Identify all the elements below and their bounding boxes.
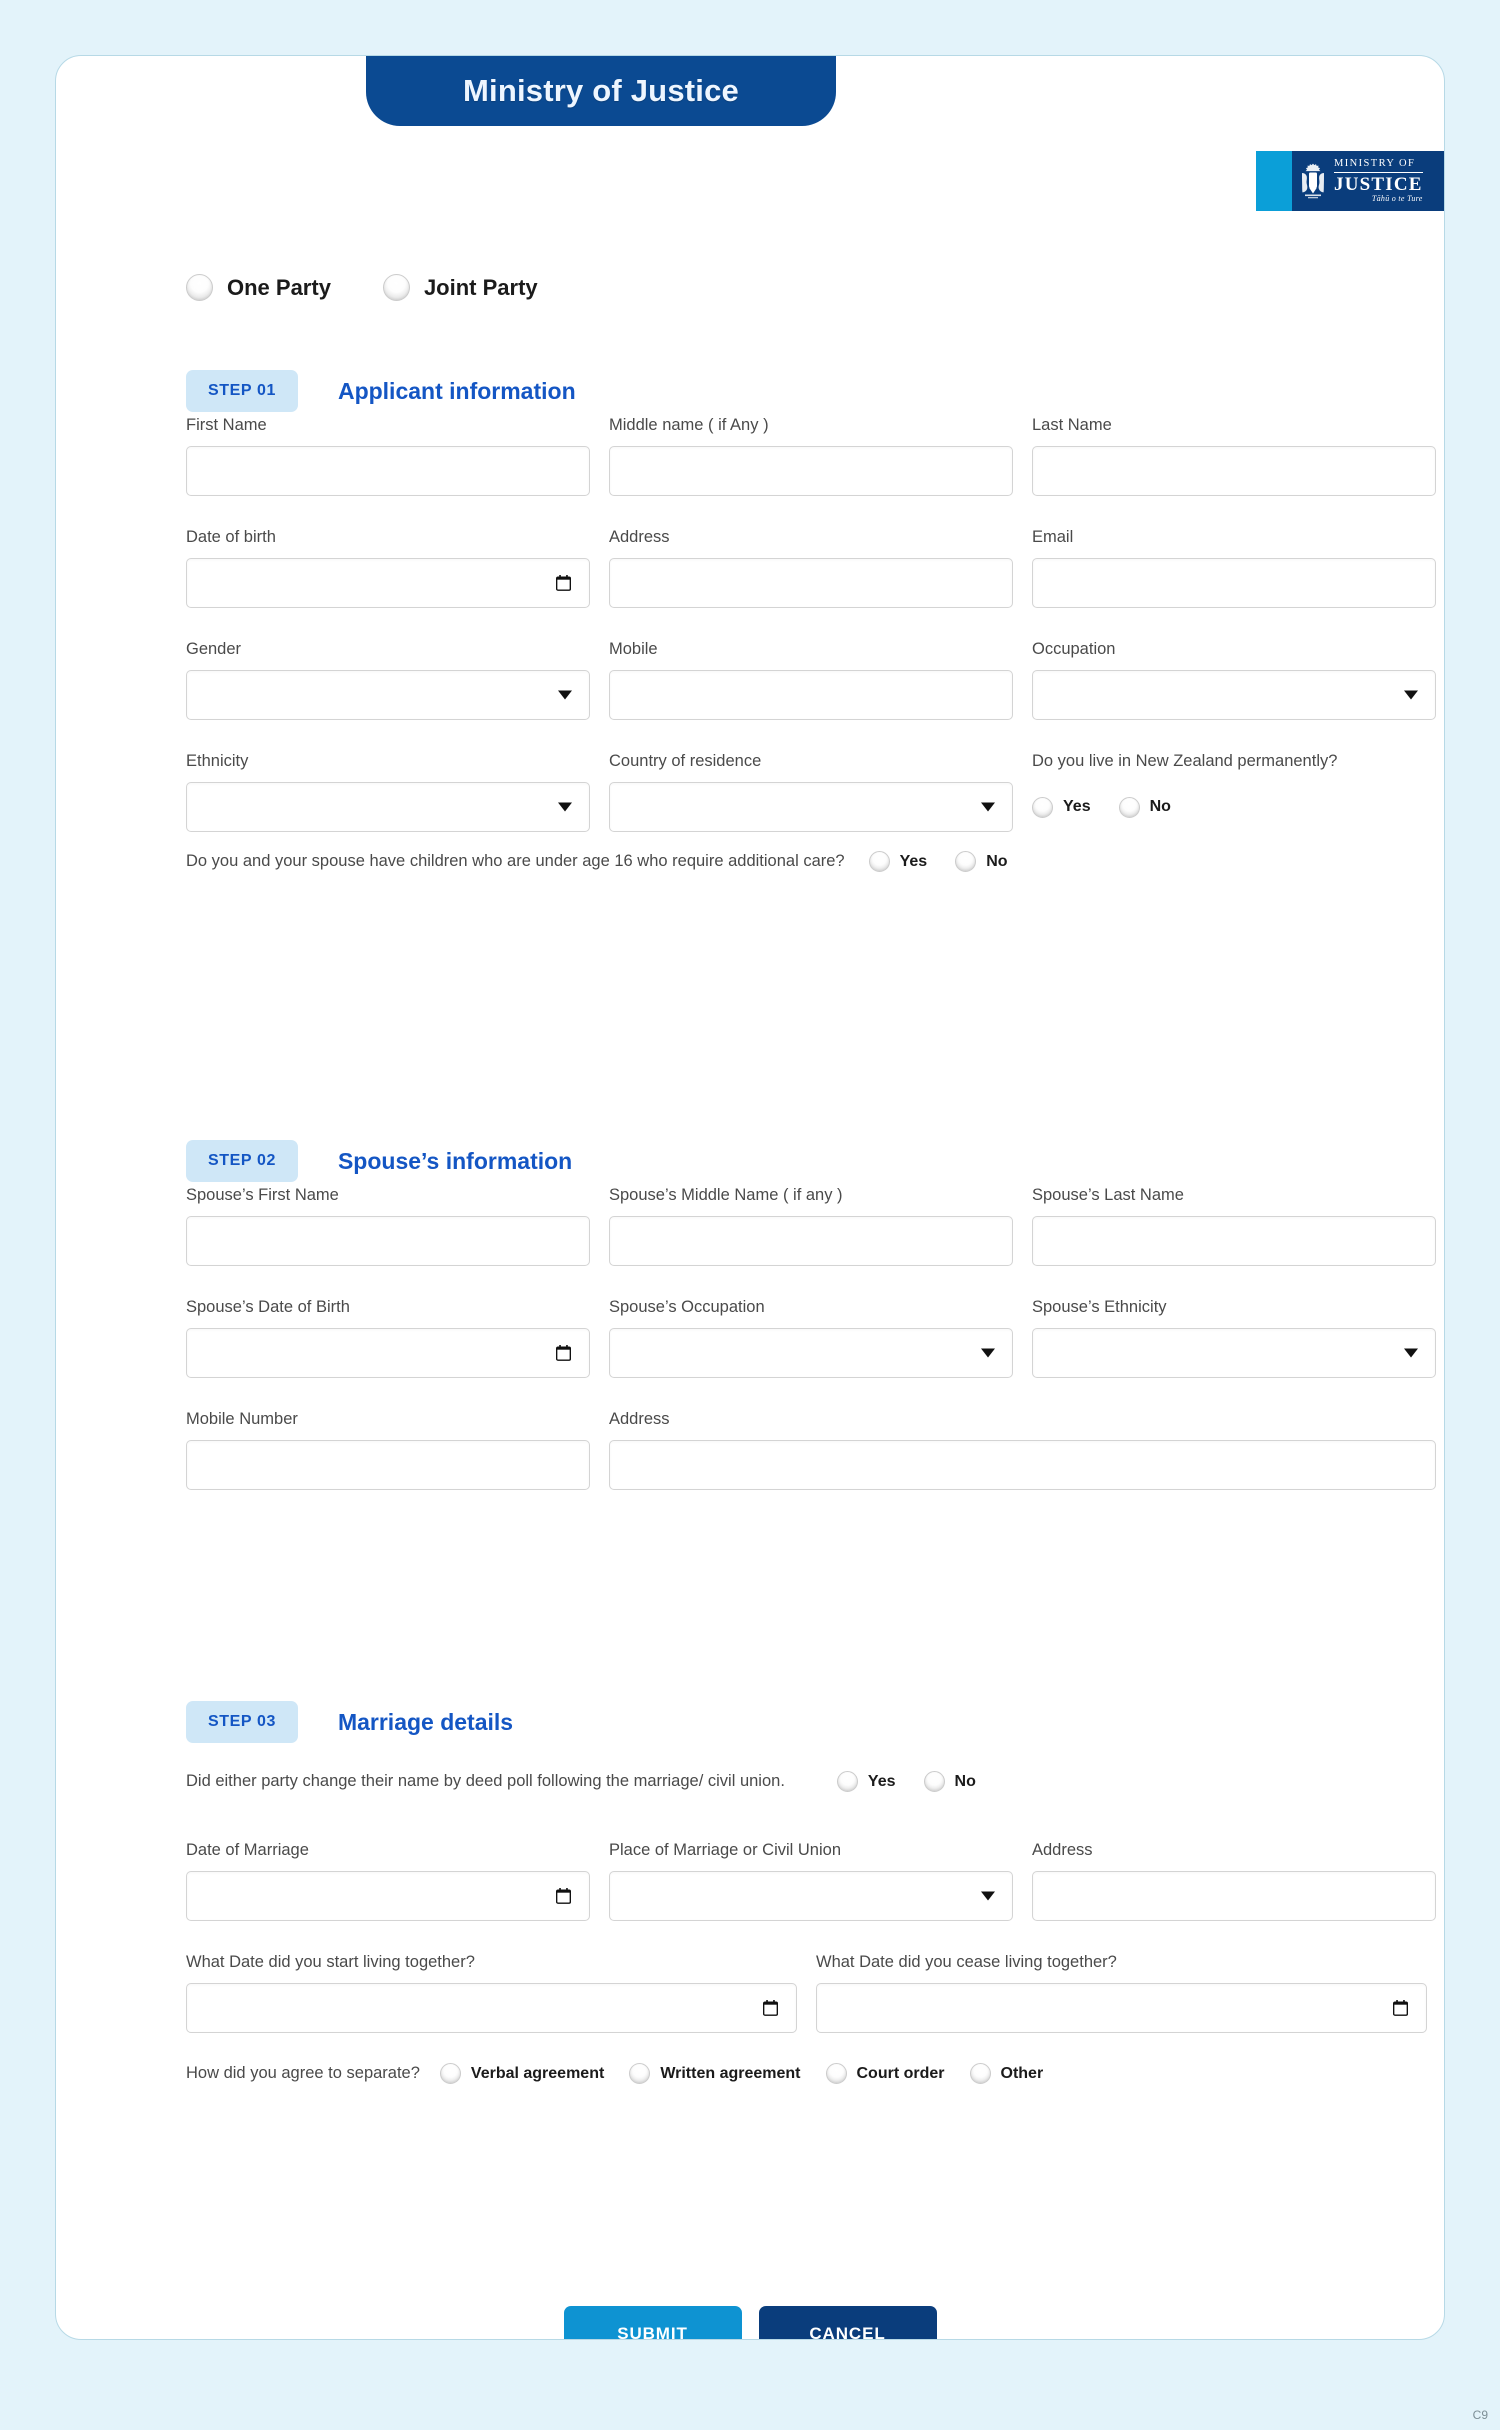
- field-date-of-birth: [186, 528, 590, 608]
- field-spouse-date-of-birth: [186, 1298, 590, 1378]
- logo-accent-strip: [1256, 151, 1292, 211]
- radio-circle-icon[interactable]: [440, 2063, 461, 2084]
- field-label: Place of Marriage or Civil Union: [609, 1841, 842, 1859]
- chevron-down-icon[interactable]: [981, 1892, 995, 1901]
- date-input[interactable]: [186, 1871, 590, 1921]
- chevron-down-icon[interactable]: [1404, 1349, 1418, 1358]
- step-03-fields: [186, 1771, 1436, 2084]
- corner-mark: C9: [1472, 2408, 1488, 2422]
- radio-circle-icon[interactable]: [826, 2063, 847, 2084]
- radio-label: Yes: [899, 852, 928, 870]
- ministry-of-justice-logo: [1256, 151, 1445, 211]
- field-label: Spouse’s First Name: [186, 1186, 339, 1204]
- field-middle-name: [609, 416, 1013, 496]
- radio-label: Verbal agreement: [470, 2064, 605, 2082]
- radio-circle-icon[interactable]: [924, 1771, 945, 1792]
- field-start-living-together: [186, 1953, 797, 2033]
- field-country-of-residence: [609, 752, 1013, 832]
- radio-live-nz-no[interactable]: [1119, 797, 1171, 818]
- form-card: [55, 55, 1445, 2340]
- field-label: Spouse’s Date of Birth: [186, 1298, 350, 1316]
- field-label: Gender: [186, 640, 242, 658]
- logo-line-ministry: MINISTRY OF: [1334, 159, 1423, 173]
- radio-live-nz-yes[interactable]: [1032, 797, 1091, 818]
- field-label: Occupation: [1032, 640, 1116, 658]
- radio-label: Court order: [856, 2064, 945, 2082]
- field-row-spouse-names: [186, 1186, 1436, 1266]
- field-label: First Name: [186, 416, 267, 434]
- logo-line-maori: Tāhū o te Ture: [1371, 193, 1423, 203]
- field-label: Mobile: [609, 640, 658, 658]
- yes-no-options: [869, 851, 1008, 872]
- field-row-living-together: [186, 1953, 1436, 2033]
- radio-label: No: [986, 852, 1008, 870]
- coat-of-arms-icon: [1299, 161, 1327, 201]
- radio-circle-icon[interactable]: [186, 274, 213, 301]
- text-input[interactable]: [609, 558, 1013, 608]
- field-label: Address: [609, 1410, 670, 1428]
- header-banner: [366, 56, 836, 126]
- field-last-name: [1032, 416, 1436, 496]
- cancel-button[interactable]: CANCEL: [759, 2306, 937, 2340]
- select-dropdown[interactable]: [609, 782, 1013, 832]
- field-row-names: [186, 416, 1436, 496]
- step-badge-01: STEP 01: [186, 370, 298, 412]
- field-label: Ethnicity: [186, 752, 249, 770]
- text-input[interactable]: [186, 1216, 590, 1266]
- radio-court-order[interactable]: [826, 2063, 945, 2084]
- date-input[interactable]: [186, 1983, 797, 2033]
- question-live-in-nz: [1032, 752, 1436, 832]
- chevron-down-icon[interactable]: [558, 803, 572, 812]
- logo-line-justice: JUSTICE: [1334, 173, 1423, 195]
- field-label: Spouse’s Last Name: [1032, 1186, 1184, 1204]
- chevron-down-icon[interactable]: [1404, 691, 1418, 700]
- field-label: Last Name: [1032, 416, 1112, 434]
- radio-children-no[interactable]: [955, 851, 1007, 872]
- field-cease-living-together: [816, 1953, 1427, 2033]
- calendar-icon[interactable]: [763, 2000, 778, 2016]
- question-deed-poll: [186, 1771, 1436, 1792]
- form-actions: [56, 2306, 1444, 2340]
- field-label: Address: [609, 528, 670, 546]
- logo-panel: [1292, 151, 1445, 211]
- radio-one-party[interactable]: [186, 274, 331, 301]
- radio-label: Yes: [867, 1772, 896, 1790]
- field-label: Email: [1032, 528, 1074, 546]
- radio-one-party-label: One Party: [227, 274, 331, 300]
- step-02-fields: [186, 1186, 1436, 1496]
- radio-circle-icon[interactable]: [970, 2063, 991, 2084]
- text-input[interactable]: [609, 1216, 1013, 1266]
- party-type-selector: [186, 274, 538, 301]
- field-label: Country of residence: [609, 752, 762, 770]
- step-title-02: Spouse’s information: [337, 1147, 573, 1174]
- step-header-03: [186, 1701, 513, 1743]
- radio-label: No: [1149, 798, 1171, 815]
- select-dropdown[interactable]: [1032, 670, 1436, 720]
- question-label: Do you and your spouse have children who are under age 16 who require additional care?: [186, 852, 845, 870]
- date-input[interactable]: [186, 558, 590, 608]
- field-spouse-ethnicity: [1032, 1298, 1436, 1378]
- step-01-fields: [186, 416, 1436, 872]
- field-label: Spouse’s Occupation: [609, 1298, 765, 1316]
- field-date-of-marriage: [186, 1841, 590, 1921]
- field-label: Spouse’s Ethnicity: [1032, 1298, 1167, 1316]
- field-spouse-last-name: [1032, 1186, 1436, 1266]
- field-email: [1032, 528, 1436, 608]
- field-label: Address: [1032, 1841, 1093, 1859]
- select-dropdown[interactable]: [609, 1871, 1013, 1921]
- question-label: Did either party change their name by deed poll following the marriage/ civil union.: [186, 1772, 785, 1790]
- select-dropdown[interactable]: [609, 1328, 1013, 1378]
- field-gender: [186, 640, 590, 720]
- field-spouse-mobile-number: [186, 1410, 590, 1490]
- yes-no-options: [1032, 797, 1171, 818]
- radio-circle-icon[interactable]: [1119, 797, 1140, 818]
- field-label: Spouse’s Middle Name ( if any ): [609, 1186, 843, 1204]
- radio-written-agreement[interactable]: [629, 2063, 800, 2084]
- field-row-gender-mobile-occupation: [186, 640, 1436, 720]
- field-label: Date of birth: [186, 528, 276, 546]
- step-header-01: [186, 370, 576, 412]
- select-dropdown[interactable]: [186, 782, 590, 832]
- page-title: Ministry of Justice: [463, 73, 739, 108]
- radio-joint-party[interactable]: [383, 274, 538, 301]
- calendar-icon[interactable]: [556, 1888, 571, 1904]
- field-spouse-middle-name: [609, 1186, 1013, 1266]
- question-label: Do you live in New Zealand permanently?: [1032, 752, 1338, 770]
- radio-label: No: [954, 1772, 976, 1790]
- field-label: Mobile Number: [186, 1410, 298, 1428]
- question-label: How did you agree to separate?: [186, 2064, 420, 2082]
- field-row-ethnicity-country-permanent: [186, 752, 1436, 832]
- field-label: Middle name ( if Any ): [609, 416, 769, 434]
- radio-label: Other: [1000, 2064, 1044, 2082]
- chevron-down-icon[interactable]: [981, 803, 995, 812]
- yes-no-options: [837, 1771, 976, 1792]
- field-spouse-address: [609, 1410, 1436, 1490]
- logo-wordmark: [1334, 159, 1423, 203]
- field-first-name: [186, 416, 590, 496]
- text-input[interactable]: [1032, 446, 1436, 496]
- radio-label: Written agreement: [660, 2064, 801, 2082]
- separation-options: [440, 2063, 1043, 2084]
- field-marriage-address: [1032, 1841, 1436, 1921]
- radio-circle-icon[interactable]: [383, 274, 410, 301]
- select-dropdown[interactable]: [186, 670, 590, 720]
- step-title-01: Applicant information: [337, 377, 576, 404]
- yes-no-group: [1032, 782, 1436, 832]
- field-ethnicity: [186, 752, 590, 832]
- radio-joint-party-label: Joint Party: [423, 274, 538, 300]
- field-address: [609, 528, 1013, 608]
- calendar-icon[interactable]: [556, 1345, 571, 1361]
- text-input[interactable]: [1032, 1216, 1436, 1266]
- radio-deed-poll-no[interactable]: [924, 1771, 976, 1792]
- field-label: What Date did you start living together?: [186, 1953, 475, 1971]
- field-label: What Date did you cease living together?: [816, 1953, 1117, 1971]
- radio-deed-poll-yes[interactable]: [837, 1771, 896, 1792]
- question-children-under-16: [186, 851, 1436, 872]
- field-row-marriage: [186, 1841, 1436, 1921]
- step-title-03: Marriage details: [337, 1708, 514, 1735]
- date-input[interactable]: [816, 1983, 1427, 2033]
- text-input[interactable]: [609, 446, 1013, 496]
- text-input[interactable]: [1032, 558, 1436, 608]
- step-badge-02: STEP 02: [186, 1140, 298, 1182]
- submit-button[interactable]: SUBMIT: [564, 2306, 742, 2340]
- radio-verbal-agreement[interactable]: [440, 2063, 604, 2084]
- field-row-spouse-dob-occupation-ethnicity: [186, 1298, 1436, 1378]
- radio-circle-icon[interactable]: [837, 1771, 858, 1792]
- radio-circle-icon[interactable]: [955, 851, 976, 872]
- field-row-spouse-mobile-address: [186, 1410, 1436, 1490]
- field-spouse-occupation: [609, 1298, 1013, 1378]
- field-mobile: [609, 640, 1013, 720]
- calendar-icon[interactable]: [556, 575, 571, 591]
- text-input[interactable]: [1032, 1871, 1436, 1921]
- field-label: Date of Marriage: [186, 1841, 309, 1859]
- radio-circle-icon[interactable]: [869, 851, 890, 872]
- text-input[interactable]: [609, 1440, 1436, 1490]
- text-input[interactable]: [186, 1440, 590, 1490]
- text-input[interactable]: [609, 670, 1013, 720]
- field-spouse-first-name: [186, 1186, 590, 1266]
- question-how-agreed-to-separate: [186, 2063, 1436, 2084]
- field-occupation: [1032, 640, 1436, 720]
- radio-other[interactable]: [970, 2063, 1044, 2084]
- radio-children-yes[interactable]: [869, 851, 928, 872]
- radio-circle-icon[interactable]: [629, 2063, 650, 2084]
- chevron-down-icon[interactable]: [981, 1349, 995, 1358]
- radio-label: Yes: [1063, 798, 1091, 815]
- field-place-of-marriage: [609, 1841, 1013, 1921]
- field-row-dob-address-email: [186, 528, 1436, 608]
- chevron-down-icon[interactable]: [558, 691, 572, 700]
- select-dropdown[interactable]: [1032, 1328, 1436, 1378]
- step-header-02: [186, 1140, 572, 1182]
- text-input[interactable]: [186, 446, 590, 496]
- radio-circle-icon[interactable]: [1032, 797, 1053, 818]
- step-badge-03: STEP 03: [186, 1701, 298, 1743]
- date-input[interactable]: [186, 1328, 590, 1378]
- calendar-icon[interactable]: [1393, 2000, 1408, 2016]
